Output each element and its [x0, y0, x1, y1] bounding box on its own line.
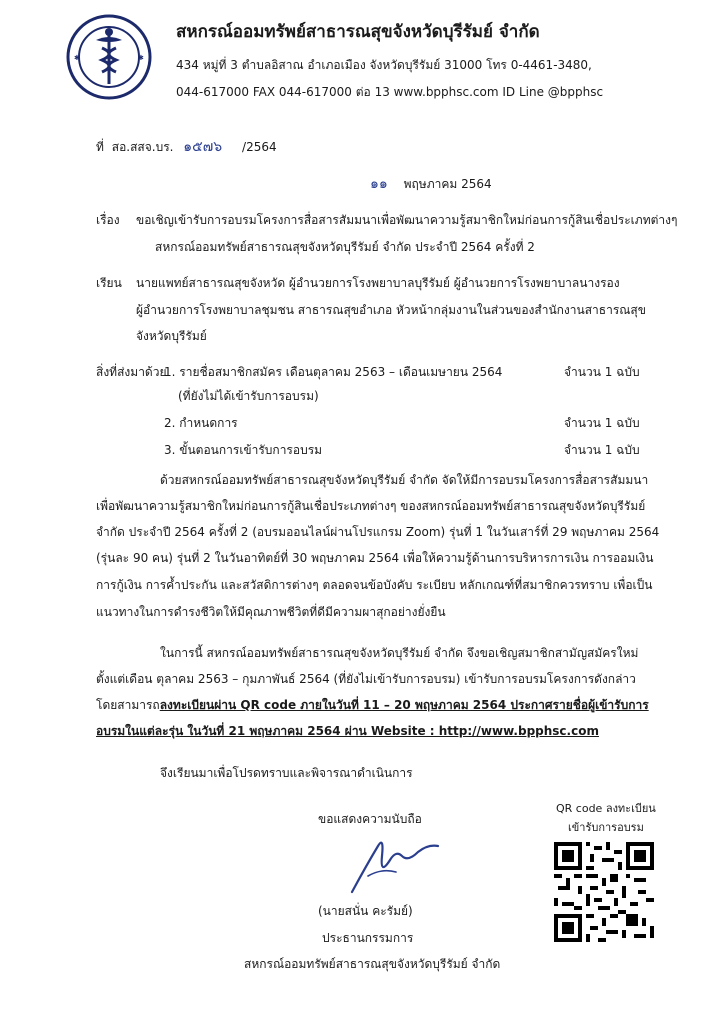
- body-paragraph-1-line: แนวทางในการดำรงชีวิตให้มีคุณภาพชีวิตที่ดีมีความผาสุกอย่างยั่งยืน: [96, 605, 446, 619]
- enclosure-label: สิ่งที่ส่งมาด้วย: [96, 365, 167, 379]
- letterhead-address-line-1: 434 หมู่ที่ 3 ตำบลอิสาณ อำเภอเมือง จังหวัดบุรีรัมย์ 31000 โทร 0-4461-3480,: [176, 58, 592, 72]
- to-line-1: นายแพทย์สาธารณสุขจังหวัด ผู้อำนวยการโรงพยาบาลบุรีรัมย์ ผู้อำนวยการโรงพยาบาลนางรอง: [136, 276, 620, 290]
- enclosure-item: 1. รายชื่อสมาชิกสมัคร เดือนตุลาคม 2563 – เดือนเมษายน 2564: [164, 365, 503, 379]
- enclosure-qty: จำนวน 1 ฉบับ: [564, 365, 640, 379]
- enclosure-item: 3. ขั้นตอนการเข้ารับการอบรม: [164, 443, 323, 457]
- qr-caption-line-2: เข้ารับการอบรม: [568, 821, 644, 834]
- to-line-3: จังหวัดบุรีรัมย์: [136, 329, 207, 343]
- svg-text:✱: ✱: [74, 54, 80, 62]
- body-paragraph-1-line: ด้วยสหกรณ์ออมทรัพย์สาธารณสุขจังหวัดบุรีรัมย์ จำกัด จัดให้มีการอบรมโครงการสื่อสารสัมมนา: [160, 473, 649, 487]
- closing-sentence: จึงเรียนมาเพื่อโปรดทราบและพิจารณาดำเนินการ: [160, 766, 413, 780]
- svg-text:✱: ✱: [138, 54, 144, 62]
- ref-label: ที่: [96, 140, 104, 154]
- signer-name: (นายสนั่น คะรัมย์): [318, 904, 413, 918]
- subject-line-1: ขอเชิญเข้ารับการอบรมโครงการสื่อสารสัมมนาเพื่อพัฒนาความรู้สมาชิกใหม่ก่อนการกู้สินเชื่อประเภทต่างๆ: [136, 213, 678, 227]
- enclosure-item: 2. กำหนดการ: [164, 416, 238, 430]
- org-seal-logo: [66, 14, 152, 100]
- date-month-year: พฤษภาคม 2564: [403, 177, 492, 191]
- announcement-date-website: อบรมในแต่ละรุ่น ในวันที่ 21 พฤษภาคม 2564 ผ่าน Website : http://www.bpphsc.com: [96, 724, 599, 738]
- ref-number-handwritten: ๑๕๗๖: [183, 139, 223, 155]
- signer-organization: สหกรณ์ออมทรัพย์สาธารณสุขจังหวัดบุรีรัมย์ จำกัด: [244, 957, 501, 971]
- ref-prefix: สอ.สสจ.บร.: [111, 140, 174, 154]
- body-paragraph-1-line: การกู้เงิน การค้ำประกัน และสวัสดิการต่างๆ ตลอดจนข้อบังคับ ระเบียบ หลักเกณฑ์ที่สมาชิกควรทราบ เพื่อเป็น: [96, 578, 653, 592]
- body-paragraph-1-line: จำกัด ประจำปี 2564 ครั้งที่ 2 (อบรมออนไลน์ผ่านโปรแกรม Zoom) รุ่นที่ 1 ในวันเสาร์ที่ 29 พฤษภาคม 2564: [96, 525, 660, 539]
- ref-year: /2564: [242, 140, 277, 154]
- handwritten-signature: [338, 816, 448, 906]
- date-day-handwritten: ๑๑: [370, 176, 388, 192]
- para2-plain-text: โดยสามารถ: [96, 698, 160, 712]
- enclosure-qty: จำนวน 1 ฉบับ: [564, 443, 640, 457]
- body-paragraph-2-line: ในการนี้ สหกรณ์ออมทรัพย์สาธารณสุขจังหวัดบุรีรัมย์ จำกัด จึงขอเชิญสมาชิกสามัญสมัครใหม่: [160, 646, 639, 660]
- registration-deadline-highlight: ลงทะเบียนผ่าน QR code ภายในวันที่ 11 – 20 พฤษภาคม 2564 ประกาศรายชื่อผู้เข้ารับการ: [159, 698, 649, 712]
- regards-line: ขอแสดงความนับถือ: [318, 812, 422, 826]
- letterhead-org-name: สหกรณ์ออมทรัพย์สาธารณสุขจังหวัดบุรีรัมย์ จำกัด: [176, 22, 540, 42]
- qr-caption-line-1: QR code ลงทะเบียน: [556, 802, 656, 815]
- body-paragraph-1-line: เพื่อพัฒนาความรู้สมาชิกใหม่ก่อนการกู้สินเชื่อประเภทต่างๆ ของสหกรณ์ออมทรัพย์สาธารณสุขจังหวัดบุรีรัมย์: [96, 499, 646, 513]
- letter-date: [370, 173, 492, 195]
- body-paragraph-2-line: [96, 696, 649, 715]
- enclosure-item-note: (ที่ยังไม่ได้เข้ารับการอบรม): [178, 389, 319, 403]
- to-label: เรียน: [96, 276, 122, 290]
- subject-label: เรื่อง: [96, 213, 120, 227]
- reference-line: [96, 136, 277, 158]
- letterhead-address-line-2: 044-617000 FAX 044-617000 ต่อ 13 www.bpphsc.com ID Line @bpphsc: [176, 85, 604, 99]
- subject-line-2: สหกรณ์ออมทรัพย์สาธารณสุขจังหวัดบุรีรัมย์ จำกัด ประจำปี 2564 ครั้งที่ 2: [155, 240, 535, 254]
- enclosure-qty: จำนวน 1 ฉบับ: [564, 416, 640, 430]
- signer-title: ประธานกรรมการ: [322, 931, 414, 945]
- to-line-2: ผู้อำนวยการโรงพยาบาลชุมชน สาธารณสุขอำเภอ หัวหน้ากลุ่มงานในส่วนของสำนักงานสาธารณสุข: [136, 303, 646, 317]
- body-paragraph-1-line: (รุ่นละ 90 คน) รุ่นที่ 2 ในวันอาทิตย์ที่ 30 พฤษภาคม 2564 เพื่อให้ความรู้ด้านการบริหารการเงิน การออมเงิน: [96, 551, 654, 565]
- body-paragraph-2-line: ตั้งแต่เดือน ตุลาคม 2563 – กุมภาพันธ์ 2564 (ที่ยังไม่เข้ารับการอบรม) เข้ารับการอบรมโครงการดังกล่าว: [96, 672, 636, 686]
- registration-qr-code[interactable]: [554, 842, 654, 942]
